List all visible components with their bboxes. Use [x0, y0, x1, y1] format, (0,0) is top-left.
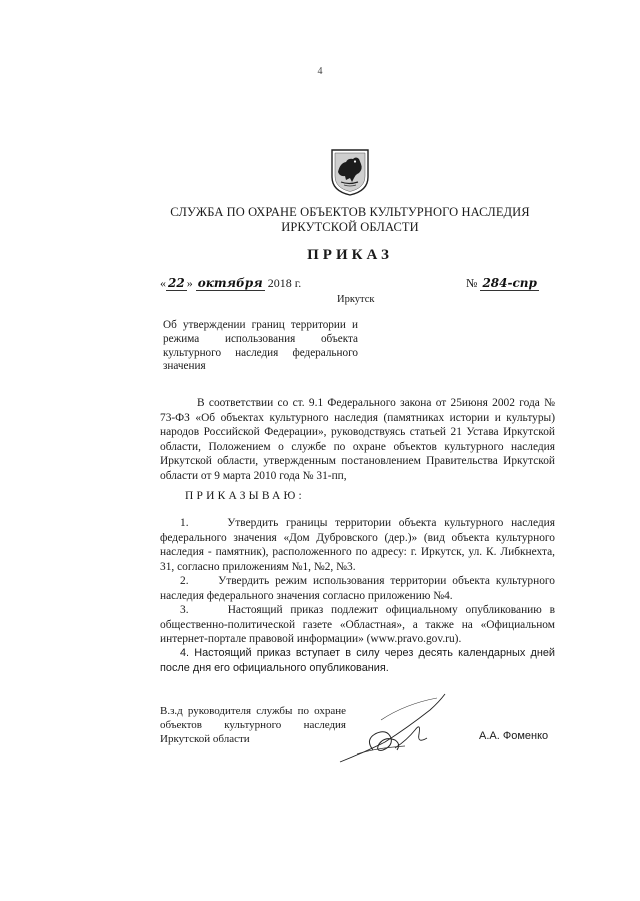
city: Иркутск [337, 294, 375, 305]
preamble-paragraph: В соответствии со ст. 9.1 Федерального закона от 25июня 2002 года № 73-ФЗ «Об объектах культурного наследия (памятниках истории и культуры) народов Российской Федерации», руководствуясь статьей 21 Устава Иркутской области, Положением о службе по охране объектов культурного наследия Иркутской области, утвержденным постановлением Правительства Иркутской области от 9 марта 2010 года № 31-пп, [160, 397, 555, 482]
number-value-handwritten: 284-спр [482, 276, 537, 290]
order-date [160, 276, 301, 291]
organization-line-1: СЛУЖБА ПО ОХРАНЕ ОБЪЕКТОВ КУЛЬТУРНОГО НАСЛЕДИЯ [170, 205, 530, 219]
signatory-name: А.А. Фоменко [479, 730, 549, 742]
order-number [466, 276, 539, 291]
organization-line-2: ИРКУТСКОЙ ОБЛАСТИ [281, 220, 419, 234]
order-heading: ПРИКАЗЫВАЮ: [185, 490, 305, 502]
order-item-3: 3. Настоящий приказ подлежит официальному опубликованию в общественно-политической газете «Областная», а также на «Официальном интернет-портале правовой информации» (www.pravo.gov.ru). [160, 604, 555, 645]
handwritten-signature [335, 690, 455, 770]
order-item-4: 4. Настоящий приказ вступает в силу через десять календарных дней после дня его официального опубликования. [160, 647, 555, 674]
order-item-1: 1. Утвердить границы территории объекта культурного наследия федерального значения «Дом Дубровского (дер.)» (вид объекта культурного наследия - памятник), расположенного по адресу: г. Иркутск, ул. К. Либкнехта, 31, согласно приложениям №1, №2, №3. [160, 517, 555, 573]
date-day-handwritten: 22 [168, 276, 185, 290]
page-number: 4 [317, 66, 323, 77]
date-close-quote: » [186, 276, 193, 290]
date-year: 2018 г. [267, 276, 302, 290]
date-month-handwritten: октября [197, 276, 263, 290]
organization-name [100, 205, 600, 235]
signatory-position: В.з.д руководителя службы по охране объектов культурного наследия Иркутской области [160, 705, 346, 745]
number-sign: № [466, 276, 478, 290]
document-title: ПРИКАЗ [307, 247, 393, 263]
order-item-2: 2. Утвердить режим использования территории объекта культурного наследия федерального значения согласно приложению №4. [160, 575, 555, 602]
order-subject: Об утверждении границ территории и режима использования объекта культурного наследия федерального значения [163, 319, 358, 373]
date-open-quote: « [160, 276, 166, 290]
coat-of-arms-icon [329, 147, 371, 197]
